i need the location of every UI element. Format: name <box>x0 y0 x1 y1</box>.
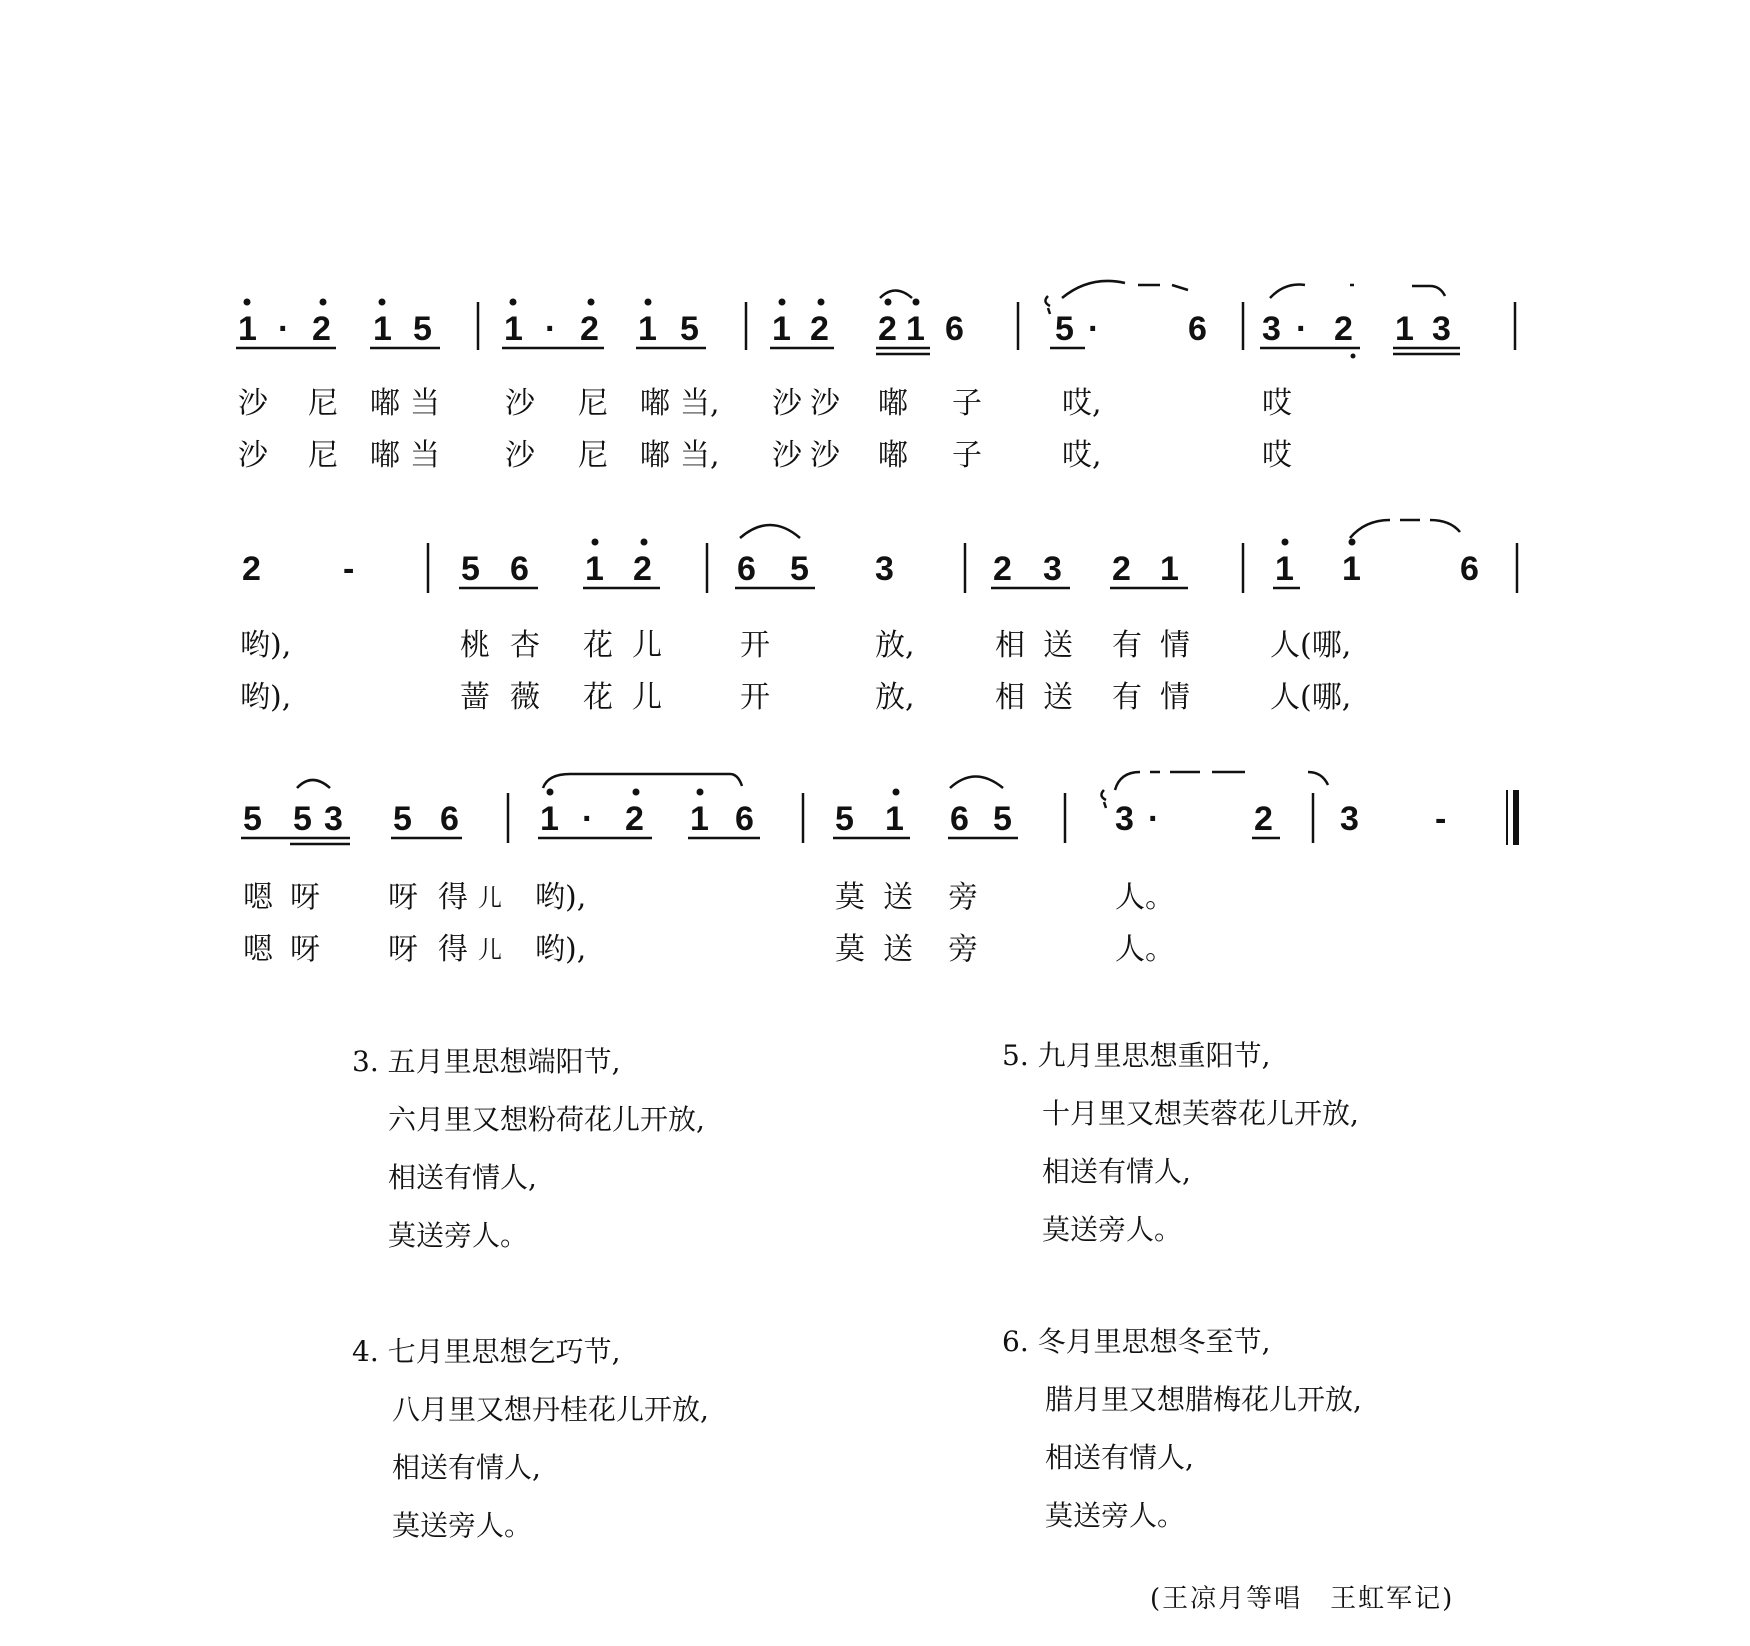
lyric: 沙 <box>505 438 535 473</box>
note: 5 <box>393 800 412 838</box>
lyric: 尼 <box>578 386 608 421</box>
note: 2 <box>810 310 829 348</box>
lyric: 尼 <box>578 438 608 473</box>
note: 1 <box>690 800 709 838</box>
lyric: 嘟 <box>640 386 670 421</box>
lyric: 嘟 <box>370 386 400 421</box>
lyric: 沙 <box>238 386 268 421</box>
note: 1 <box>1395 310 1414 348</box>
note: 5 <box>993 800 1012 838</box>
lyric: 沙 <box>772 438 802 473</box>
lyric: 沙 <box>772 386 802 421</box>
lyric: 呀 <box>388 880 418 915</box>
note: 6 <box>440 800 459 838</box>
lyric: 哟), <box>240 680 292 715</box>
lyric: 沙 <box>810 438 840 473</box>
lyric: 呀 <box>388 932 418 967</box>
verse-line: 6. 冬月里思想冬至节, <box>1002 1325 1271 1358</box>
verse-line: 莫送旁人。 <box>1042 1213 1183 1246</box>
lyric: 送 <box>1043 628 1073 663</box>
note: · <box>1296 310 1308 348</box>
note: 1 <box>1342 550 1361 588</box>
note: 1 <box>1160 550 1179 588</box>
note: 3 <box>1432 310 1451 348</box>
verse-line: 5. 九月里思想重阳节, <box>1002 1039 1271 1072</box>
note: 1 <box>1275 550 1294 588</box>
verse-line: 莫送旁人。 <box>392 1509 533 1542</box>
note: 2 <box>242 550 261 588</box>
lyric: 人(哪, <box>1270 680 1352 715</box>
lyric: 桃 <box>460 628 490 663</box>
lyric: 尼 <box>308 438 338 473</box>
verse-line: 莫送旁人。 <box>388 1219 529 1252</box>
lyric: 儿 <box>478 936 502 964</box>
lyric: 相 <box>995 680 1025 715</box>
note: · <box>582 800 594 838</box>
lyric: 杏 <box>510 628 540 663</box>
lyric: 放, <box>875 628 915 663</box>
note: 2 <box>993 550 1012 588</box>
note: 2 <box>625 800 644 838</box>
lyric: 薇 <box>510 680 540 715</box>
verse-line: 相送有情人, <box>388 1161 537 1194</box>
note: 3 <box>1262 310 1281 348</box>
note: 2 <box>580 310 599 348</box>
verse-line: 腊月里又想腊梅花儿开放, <box>1045 1383 1362 1416</box>
lyric: 哎, <box>1062 386 1102 421</box>
note: 5 <box>1055 310 1074 348</box>
lyric: 呀 <box>290 932 320 967</box>
lyric: 当, <box>680 386 720 421</box>
lyric: 嗯 <box>243 932 273 967</box>
note: 3 <box>875 550 894 588</box>
note: 2 <box>1254 800 1273 838</box>
lyric: 花 <box>583 628 613 663</box>
note: 5 <box>461 550 480 588</box>
lyric: 旁 <box>948 932 978 967</box>
lyric: 当, <box>680 438 720 473</box>
note: 3 <box>1115 800 1134 838</box>
note: 3 <box>1043 550 1062 588</box>
lyric: 送 <box>883 932 913 967</box>
lyric: 放, <box>875 680 915 715</box>
lyric: 沙 <box>505 386 535 421</box>
lyric: 旁 <box>948 880 978 915</box>
note: 6 <box>1188 310 1207 348</box>
lyric: 嘟 <box>878 438 908 473</box>
note: · <box>1148 800 1160 838</box>
lyric: 沙 <box>810 386 840 421</box>
note: 6 <box>510 550 529 588</box>
lyric: 儿 <box>632 628 662 663</box>
lyric: 有 <box>1112 680 1142 715</box>
lyric: 送 <box>1043 680 1073 715</box>
lyric: 送 <box>883 880 913 915</box>
verse-line: 3. 五月里思想端阳节, <box>352 1045 621 1078</box>
lyric: 人(哪, <box>1270 628 1352 663</box>
note: 2 <box>312 310 331 348</box>
note: 1 <box>373 310 392 348</box>
lyric: 蔷 <box>460 680 490 715</box>
note: · <box>278 310 290 348</box>
note: 1 <box>772 310 791 348</box>
lyric: 沙 <box>238 438 268 473</box>
note: · <box>545 310 557 348</box>
note: 5 <box>293 800 312 838</box>
lyric: 子 <box>952 438 982 473</box>
lyric: 哟), <box>535 932 587 967</box>
lyric: 莫 <box>835 932 865 967</box>
verse-line: 4. 七月里思想乞巧节, <box>352 1335 621 1368</box>
lyric: 人。 <box>1115 932 1175 967</box>
lyric: 嘟 <box>640 438 670 473</box>
lyric: 嗯 <box>243 880 273 915</box>
verse-line: 相送有情人, <box>1042 1155 1191 1188</box>
note: 6 <box>950 800 969 838</box>
note: 2 <box>878 310 897 348</box>
verse-line: 六月里又想粉荷花儿开放, <box>388 1103 705 1136</box>
lyric: 得 <box>438 932 468 967</box>
lyric: 开 <box>740 628 770 663</box>
lyric: 哟), <box>535 880 587 915</box>
verse-line: 十月里又想芙蓉花儿开放, <box>1042 1097 1359 1130</box>
note: 6 <box>945 310 964 348</box>
note: 6 <box>737 550 756 588</box>
lyric: 哟), <box>240 628 292 663</box>
credit-line: (王凉月等唱 王虹军记) <box>1150 1584 1455 1614</box>
note: 2 <box>633 550 652 588</box>
note: 2 <box>1112 550 1131 588</box>
lyric: 人。 <box>1115 880 1175 915</box>
lyric: 尼 <box>308 386 338 421</box>
verse-line: 莫送旁人。 <box>1045 1499 1186 1532</box>
lyric: 得 <box>438 880 468 915</box>
note: 5 <box>243 800 262 838</box>
note: 3 <box>1340 800 1359 838</box>
note: 1 <box>504 310 523 348</box>
lyric: 呀 <box>290 880 320 915</box>
lyric: 情 <box>1160 680 1190 715</box>
note: 1 <box>885 800 904 838</box>
lyric: 开 <box>740 680 770 715</box>
note: - <box>343 550 355 588</box>
lyric: 哎, <box>1062 438 1102 473</box>
note: - <box>1435 800 1447 838</box>
note: 6 <box>735 800 754 838</box>
lyric: 儿 <box>632 680 662 715</box>
note: · <box>1088 310 1100 348</box>
lyric: 情 <box>1160 628 1190 663</box>
note: 1 <box>238 310 257 348</box>
lyric: 莫 <box>835 880 865 915</box>
lyric: 花 <box>583 680 613 715</box>
lyric: 嘟 <box>370 438 400 473</box>
note: 5 <box>413 310 432 348</box>
verse-line: 相送有情人, <box>392 1451 541 1484</box>
note: 6 <box>1460 550 1479 588</box>
note: 1 <box>906 310 925 348</box>
note: 2 <box>1334 310 1353 348</box>
note: 1 <box>638 310 657 348</box>
lyric: 子 <box>952 386 982 421</box>
note: 1 <box>540 800 559 838</box>
lyric: 儿 <box>478 884 502 912</box>
lyric: 有 <box>1112 628 1142 663</box>
lyric: 当 <box>410 386 440 421</box>
note: 3 <box>324 800 343 838</box>
note: 5 <box>790 550 809 588</box>
note: 5 <box>680 310 699 348</box>
lyric: 哎 <box>1262 438 1292 473</box>
lyric: 相 <box>995 628 1025 663</box>
verse-line: 相送有情人, <box>1045 1441 1194 1474</box>
verse-line: 八月里又想丹桂花儿开放, <box>392 1393 709 1426</box>
lyric: 当 <box>410 438 440 473</box>
lyric: 嘟 <box>878 386 908 421</box>
lyric: 哎 <box>1262 386 1292 421</box>
note: 1 <box>585 550 604 588</box>
note: 5 <box>835 800 854 838</box>
